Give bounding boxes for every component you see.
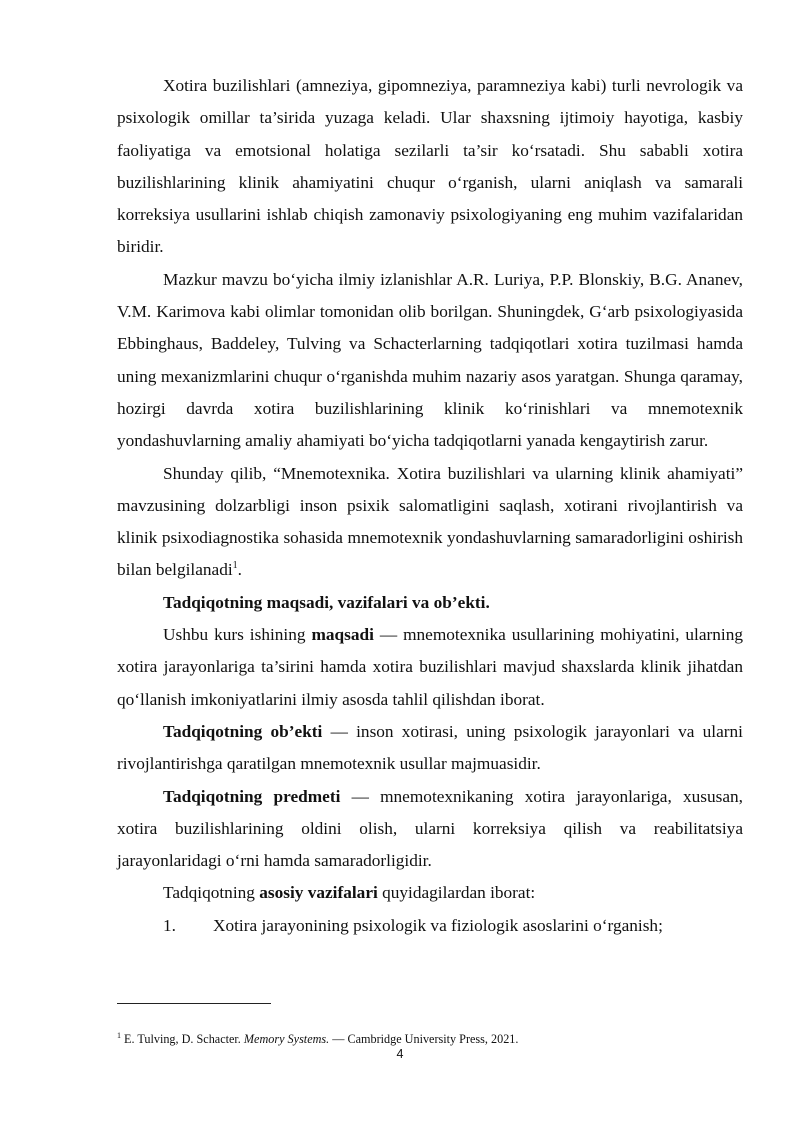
paragraph-tasks-intro: [117, 877, 743, 909]
tasks-term: asosiy vazifalari: [259, 883, 378, 903]
subject-text: — mnemotexnikaning xotira jarayonlariga, xususan, xotira buzilishlarining oldini olish, ularni korreksiya qilish va reabilitatsiya jarayonlaridagi o‘rni hamda samaradorligidir.: [117, 786, 743, 871]
footnote-authors: E. Tulving, D. Schacter.: [121, 1032, 244, 1046]
footnote-reference[interactable]: 1: [232, 560, 238, 572]
list-item-text: Xotira jarayonining psixologik va fiziologik asoslarini o‘rganish;: [213, 915, 663, 935]
paragraph-subject: [117, 781, 743, 878]
tasks-lead: Tadqiqotning: [163, 883, 260, 903]
footnote: [117, 1031, 743, 1047]
goal-term: maqsadi: [311, 625, 374, 645]
section-heading: Tadqiqotning maqsadi, vazifalari va ob’ekti.: [163, 592, 490, 612]
list-item-number: 1.: [163, 915, 176, 935]
tasks-text: quyidagilardan iborat:: [377, 883, 536, 903]
paragraph-goal: [117, 619, 743, 716]
list-item: [117, 910, 743, 942]
object-term: Tadqiqotning ob’ekti: [163, 721, 323, 741]
footnote-marker: 1: [117, 1030, 121, 1040]
goal-text: — mnemotexnika usullarining mohiyatini, ularning xotira jarayonlariga ta’sirini hamda xotira buzilishlari mavjud shaxslarda klinik jihatdan qo‘llanish imkoniyatlarini ilmiy asosda tahlil qilishdan iborat.: [117, 625, 743, 709]
footnote-publisher: — Cambridge University Press, 2021.: [329, 1032, 519, 1046]
relevance-end: .: [237, 560, 242, 580]
paragraph-research-background: Mazkur mavzu bo‘yicha ilmiy izlanishlar A.R. Luriya, P.P. Blonskiy, B.G. Ananev, V.M. Karimova kabi olimlar tomonidan olib borilgan. Shuningdek, G‘arb psixologiyasida Ebbinghaus, Baddeley, Tulving va Schacterlarning tadqiqotlari xotira tuzilmasi hamda uning mexanizmlarini chuqur o‘rganishda muhim nazariy asos yaratgan. Shunga qaramay, hozirgi davrda xotira buzilishlarining klinik ko‘rinishlari va mnemotexnik yondashuvlarning amaliy ahamiyati bo‘yicha tadqiqotlarni yanada kengaytirish zarur.: [117, 269, 743, 451]
goal-lead: Ushbu kurs ishining: [163, 625, 312, 645]
footnote-title: Memory Systems.: [243, 1032, 330, 1046]
body-text: [117, 70, 743, 942]
relevance-text: Shunday qilib, “Mnemotexnika. Xotira buzilishlari va ularning klinik ahamiyati” mavzusining dolzarbligi inson psixik salomatligini saqlash, xotirani rivojlantirish va klinik psixodiagnostika sohasida mnemotexnik yondashuvlarning samaradorligini oshirish bilan belgilanadi: [117, 463, 743, 580]
paragraph-intro: Xotira buzilishlari (amneziya, gipomneziya, paramneziya kabi) turli nevrologik va psixologik omillar ta’sirida yuzaga keladi. Ular shaxsning ijtimoiy hayotiga, kasbiy faoliyatiga va emotsional holatiga sezilarli ta’sir ko‘rsatadi. Shu sababli xotira buzilishlarining klinik ahamiyatini chuqur o‘rganish, ularni aniqlash va samarali korreksiya usullarini ishlab chiqish zamonaviy psixologiyaning eng muhim vazifalaridan biridir.: [117, 76, 743, 257]
paragraph-relevance: [117, 458, 743, 587]
object-text: — inson xotirasi, uning psixologik jarayonlari va ularni rivojlantirishga qaratilgan mnemotexnik usullar majmuasidir.: [117, 721, 743, 774]
footnote-separator: [117, 1003, 271, 1004]
page-number: 4: [396, 1047, 404, 1061]
subject-term: Tadqiqotning predmeti: [163, 786, 341, 806]
paragraph-object: [117, 716, 743, 781]
